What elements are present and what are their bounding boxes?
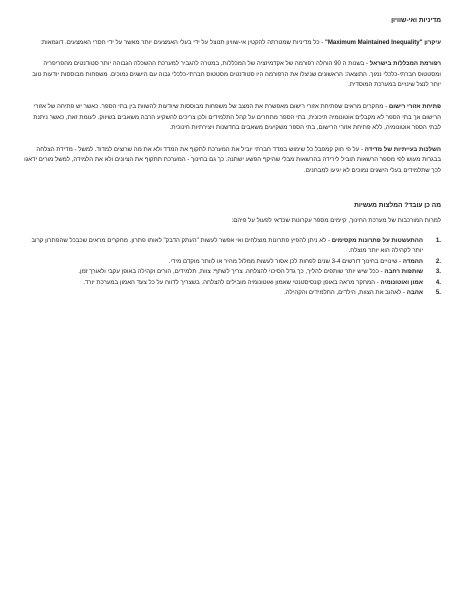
principle-label: עיקרון xyxy=(424,38,441,46)
recommendations-list xyxy=(20,236,441,299)
list-item xyxy=(20,257,441,268)
example-text: - בשנות ה 90 הוחלה רפורמה של אקדמיזציה של המכללות, במטרה להגביר למערכת ההשכלה הגבוהה יותר סטודנטים מהפריפריה ומסטטוס חברתי-כלכלי נמוך. התוצאה: הראשונים שניצלו את הרפורמה היו סטודנטים מסטטוס חברתי-כלכלי גבוה עם הישגים נמוכים. משפחות מבוססות יודעות טוב יותר לנצל שינויים במערכת המוסדית. xyxy=(32,60,441,89)
principle-paragraph xyxy=(20,38,441,49)
list-item xyxy=(20,267,441,278)
example-label: השלכות בעייתיות של מדידה xyxy=(364,145,441,153)
list-item-label: אהבה xyxy=(406,289,423,297)
example-text: - על פי חוק קמפבל כל שימוש במדד חברתי יוביל את המערכת לתקוף את המדד ולא את מה שרוצים למדוד. למשל - מדידת הצלחה בבגרות מעוש לפי מספר הרשאות תוביל לירידה בהרשאות מבלי שהיקף הפשע ישתנה. כך גם בחינוך - המערכת תתקוף את הציונים ולא את הלמידה, למשל מורים ידאגו לכך שתלמידים בעלי הישגים נמוכים לא יגיעו למבחנים. xyxy=(24,145,441,174)
example-paragraph-reform xyxy=(20,59,441,91)
principle-term: "Maximum Maintained Inequality" xyxy=(324,38,423,46)
principle-text: - כל מדיניות שמטרתה להקטין אי-שוויון תנוצל על ידי בעלי האמצעים יותר מאשר על ידי חסרי האמצעים. דוגמאות: xyxy=(40,38,324,46)
list-item-label: ההמדה xyxy=(402,257,423,265)
list-number: .5 xyxy=(435,289,441,297)
list-number: .2 xyxy=(435,257,441,265)
list-number: .4 xyxy=(435,278,441,286)
list-item-text: - לאהוב את הצוות, הילדים, התלמידים והקהילה. xyxy=(284,289,405,297)
example-paragraph-zones xyxy=(20,102,441,134)
list-item xyxy=(20,236,441,257)
example-label: פתיחת אזורי רישום xyxy=(388,102,441,110)
list-item xyxy=(20,288,441,299)
list-item xyxy=(20,278,441,289)
list-number: .1 xyxy=(435,236,441,244)
example-text: - מחקרים מראים שפתיחת אזורי רישום מאפשרת את המצב של משפחות מבוססות שיודעות להשוות בין בתי הספר. כאשר יש פתיחה של אזורי הרישום אך בתי הספר לא מקבלים אוטונומיה תיכונית, בתי הספר מתחרים על קהל התלמידים ולכן צריכים להשקיע הרבה משאבים בשיווק. לעומת זאת, כאשר ניתנת לבתי הספר אוטונומיה, ללא פתיחת אזורי הרישום, בתי הספר משקיעים משאבים בחדשנות ויצירתיות חינוכית. xyxy=(33,102,441,132)
list-item-label: אמון ואוטונומיה xyxy=(380,278,423,286)
example-paragraph-measurement xyxy=(20,145,441,177)
list-number: .3 xyxy=(435,268,441,276)
recommendations-intro: למרות המורכבות של מערכת החינוך, קיימים מספר עקרונות שכדאי לפעול על פיהם: xyxy=(231,217,441,225)
section-title-recommendations: מה כן עובד? המלצות מעשיות xyxy=(354,201,441,209)
list-item-label: ההתעשטות על פתרונות מקסימים xyxy=(331,236,423,244)
example-label: רפורמת המכללות בישראל xyxy=(369,60,441,68)
list-item-text: - לא ניתן להפיץ פתרונות מוצלחים ואי אפשר לעשות "העתק הדבק" לאותו פתרון. מחקרים מראים שכבכל שהפתרון קרוב יותר לקהילה הוא יותר מוצלח. xyxy=(31,236,423,255)
list-item-text: - המחקר מראה באופן קונסיסטנטי שאמון ואוטונומיה מובילים להצלחה. בשצריך לדווח על כל צעד האמון במערכת יורד. xyxy=(83,278,379,286)
section-title: מדיניות ואי-שוויון xyxy=(391,17,441,24)
list-item-label: שותפות רחבה xyxy=(384,268,423,276)
list-item-text: - שינויים בחינוך דורשים 3-4 שנים לפחות לכן אסור לעשות ממלול מהיר או לוותר מוקדם מידי. xyxy=(168,257,402,265)
list-item-text: - ככל שיש יותר שותפים להליך, כך גדל הסיכוי להצלחה. צריך לשתף: צוות, תלמידים, הורים וקהילה באופן עקבי ולאורך זמן. xyxy=(78,268,383,276)
